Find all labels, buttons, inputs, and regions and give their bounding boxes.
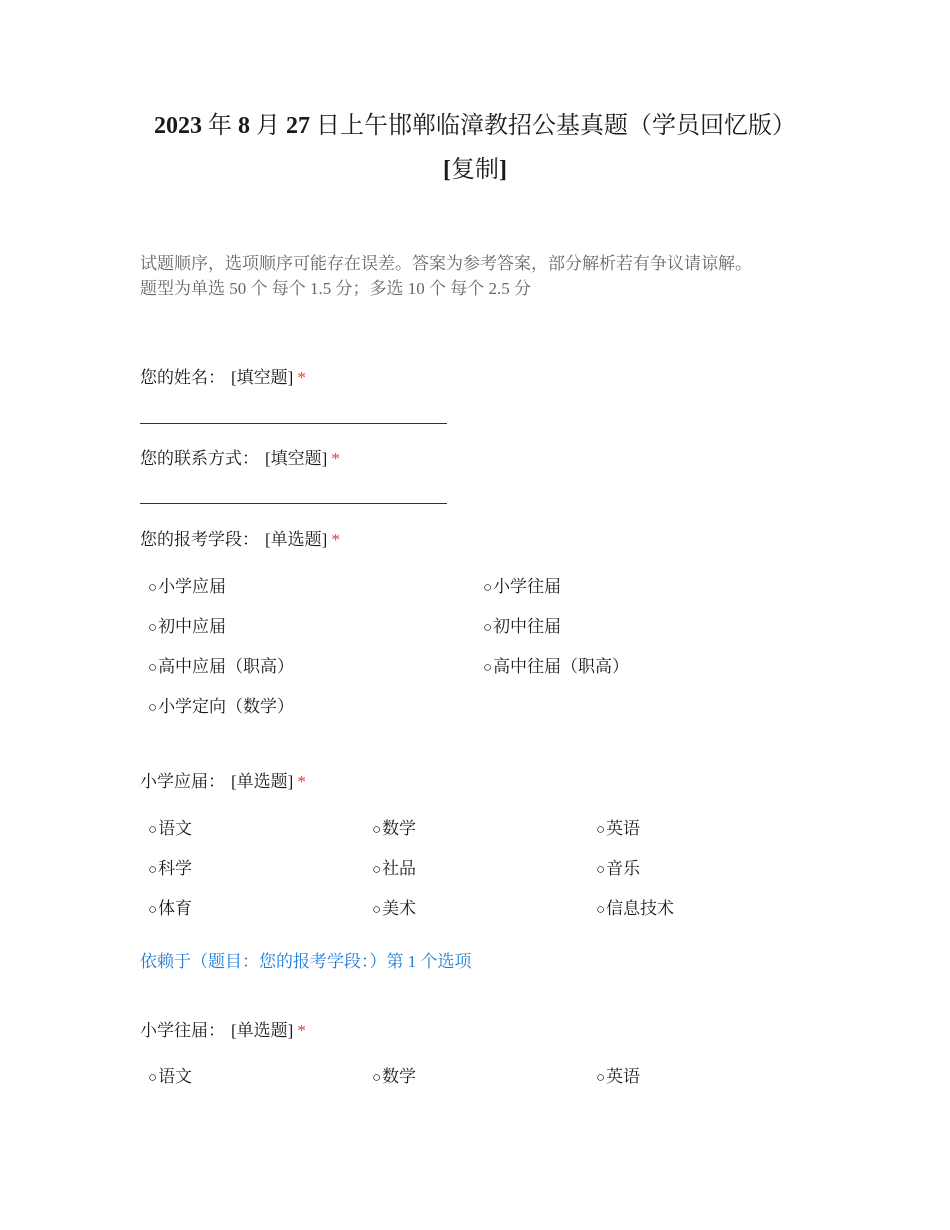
option-label: 科学 — [158, 859, 193, 878]
option-label: 信息技术 — [606, 899, 675, 918]
question-text: 您的姓名： — [140, 368, 225, 387]
radio-icon: ○ — [372, 862, 382, 878]
option-label: 初中应届 — [158, 617, 227, 636]
question-text: 小学往届： — [140, 1021, 225, 1040]
title-month: 8 — [238, 113, 250, 139]
required-marker: * — [331, 449, 340, 468]
dependency-note: 依赖于（题目：您的报考学段：）第 1 个选项 — [140, 952, 472, 971]
option-label: 高中往届（职高） — [493, 657, 630, 676]
radio-icon: ○ — [148, 580, 158, 596]
radio-option[interactable] — [148, 695, 294, 720]
radio-option[interactable] — [148, 817, 192, 842]
radio-option[interactable] — [148, 1065, 192, 1090]
question-contact-label — [140, 447, 340, 471]
radio-icon: ○ — [483, 580, 493, 596]
radio-icon: ○ — [596, 822, 606, 838]
radio-option[interactable] — [596, 857, 640, 882]
radio-icon: ○ — [483, 660, 493, 676]
radio-option[interactable] — [483, 615, 561, 640]
option-label: 语文 — [158, 819, 193, 838]
question-type: [单选题] — [265, 530, 328, 549]
radio-icon: ○ — [596, 1070, 606, 1086]
radio-icon: ○ — [372, 822, 382, 838]
title-year-suffix: 年 — [208, 113, 232, 139]
contact-input-line[interactable] — [140, 503, 447, 504]
radio-icon: ○ — [596, 862, 606, 878]
question-primary-prev-label — [140, 1019, 306, 1043]
option-label: 数学 — [382, 1067, 417, 1086]
radio-icon: ○ — [596, 902, 606, 918]
option-label: 社品 — [382, 859, 417, 878]
option-label: 初中往届 — [493, 617, 562, 636]
option-label: 数学 — [382, 819, 417, 838]
question-primary-fresh-label — [140, 770, 306, 794]
radio-icon: ○ — [483, 620, 493, 636]
radio-icon: ○ — [148, 1070, 158, 1086]
radio-option[interactable] — [596, 817, 640, 842]
question-text: 小学应届： — [140, 772, 225, 791]
radio-icon: ○ — [148, 660, 158, 676]
option-label: 小学定向（数学） — [158, 697, 295, 716]
option-label: 音乐 — [606, 859, 641, 878]
radio-option[interactable] — [372, 897, 416, 922]
radio-icon: ○ — [372, 902, 382, 918]
radio-icon: ○ — [148, 862, 158, 878]
title-month-suffix: 月 — [256, 113, 280, 139]
option-label: 英语 — [606, 819, 641, 838]
title-year: 2023 — [154, 113, 202, 139]
copy-bracket-open: [ — [443, 157, 451, 183]
radio-option[interactable] — [483, 575, 561, 600]
radio-option[interactable] — [372, 817, 416, 842]
radio-icon: ○ — [148, 822, 158, 838]
option-label: 小学应届 — [158, 577, 227, 596]
question-type: [填空题] — [265, 449, 328, 468]
required-marker: * — [331, 530, 340, 549]
radio-option[interactable] — [596, 1065, 640, 1090]
intro-line-2: 题型为单选 50 个 每个 1.5 分；多选 10 个 每个 2.5 分 — [140, 279, 531, 298]
intro-line-1: 试题顺序，选项顺序可能存在误差。答案为参考答案，部分解析若有争议请谅解。 — [140, 254, 752, 273]
radio-icon: ○ — [148, 902, 158, 918]
question-text: 您的报考学段： — [140, 530, 259, 549]
radio-option[interactable] — [372, 857, 416, 882]
radio-icon: ○ — [148, 620, 158, 636]
copy-label[interactable]: 复制 — [451, 157, 499, 183]
option-label: 语文 — [158, 1067, 193, 1086]
radio-option[interactable] — [148, 575, 226, 600]
radio-icon: ○ — [372, 1070, 382, 1086]
radio-option[interactable] — [148, 857, 192, 882]
radio-option[interactable] — [372, 1065, 416, 1090]
radio-option[interactable] — [483, 655, 629, 680]
option-label: 美术 — [382, 899, 417, 918]
title-day: 27 — [286, 113, 310, 139]
option-label: 小学往届 — [493, 577, 562, 596]
radio-icon: ○ — [148, 700, 158, 716]
radio-option[interactable] — [148, 655, 294, 680]
copy-bracket-close: ] — [499, 157, 507, 183]
question-type: [填空题] — [231, 368, 294, 387]
radio-option[interactable] — [596, 897, 674, 922]
copy-link[interactable] — [0, 148, 950, 192]
question-name-label — [140, 366, 306, 390]
option-label: 英语 — [606, 1067, 641, 1086]
question-type: [单选题] — [231, 1021, 294, 1040]
question-stage-label — [140, 528, 340, 552]
option-label: 高中应届（职高） — [158, 657, 295, 676]
required-marker: * — [297, 1021, 306, 1040]
radio-option[interactable] — [148, 615, 226, 640]
page-title — [0, 104, 950, 148]
required-marker: * — [297, 772, 306, 791]
name-input-line[interactable] — [140, 423, 447, 424]
title-rest: 日上午邯郸临漳教招公基真题（学员回忆版） — [316, 113, 796, 139]
question-text: 您的联系方式： — [140, 449, 259, 468]
radio-option[interactable] — [148, 897, 192, 922]
option-label: 体育 — [158, 899, 193, 918]
required-marker: * — [297, 368, 306, 387]
question-type: [单选题] — [231, 772, 294, 791]
